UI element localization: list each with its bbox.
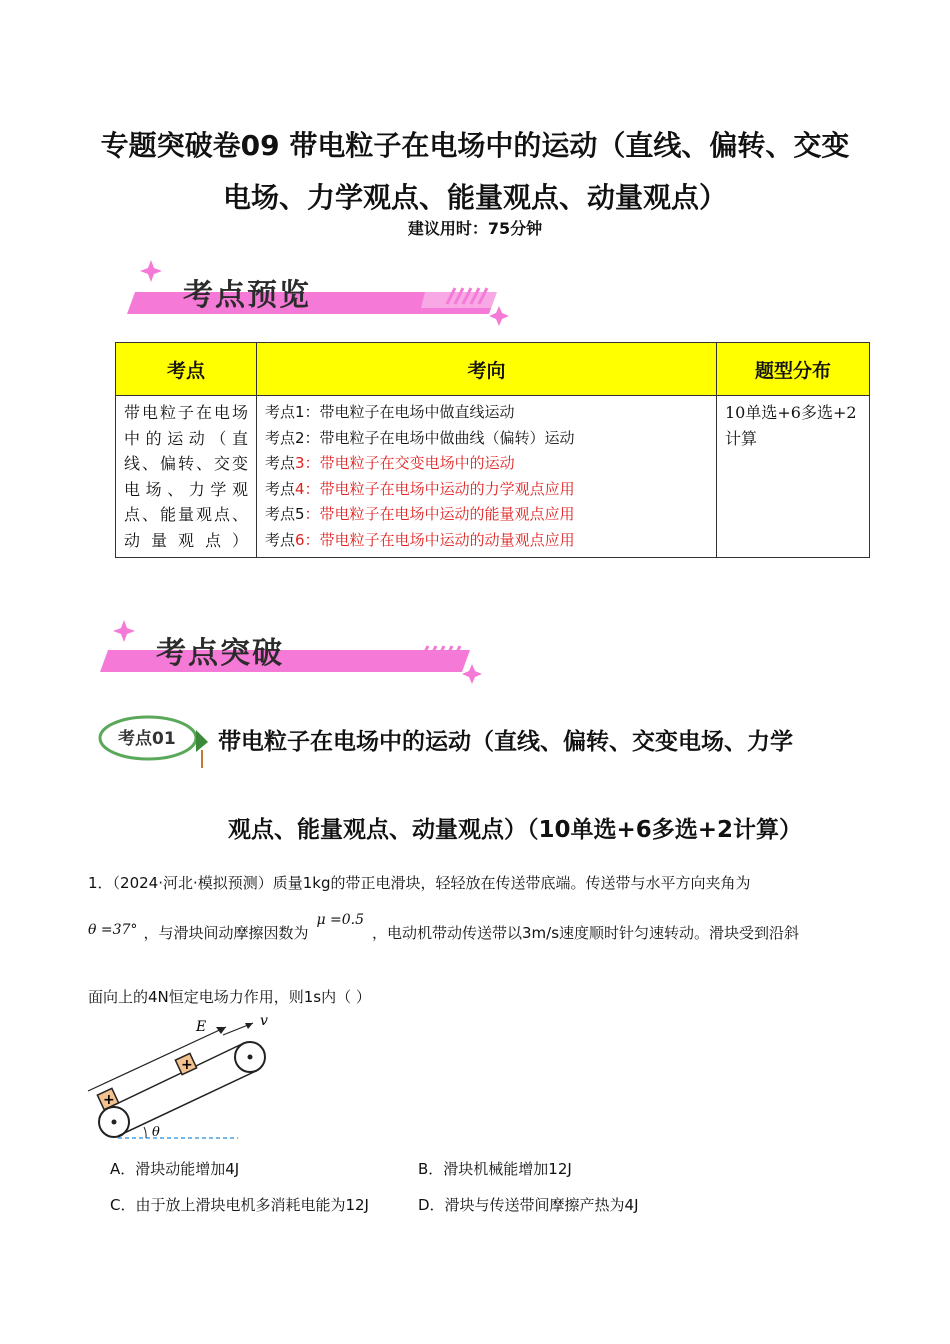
block-plus-lower: + (103, 1092, 115, 1108)
kp-title-line-2: 观点、能量观点、动量观点）（10单选+6多选+2计算） (227, 817, 803, 843)
field-label-e: E (196, 1019, 207, 1035)
direction-item: 考点2：带电粒子在电场中做曲线（偏转）运动 (265, 428, 575, 447)
overview-header-row (116, 343, 870, 396)
kp-badge-label: 考点01 (118, 729, 176, 749)
option-a[interactable]: A．滑块动能增加4J (110, 1160, 240, 1178)
title-line-2: 电场、力学观点、能量观点、动量观点） (222, 181, 727, 214)
direction-item: 考点3：带电粒子在交变电场中的运动 (265, 454, 515, 472)
block-plus-upper: + (181, 1057, 193, 1073)
question-line-1: 1．（2024·河北·模拟预测）质量1kg的带正电滑块，轻轻放在传送带底端。传送带与水平方向夹角为 (88, 874, 751, 892)
document-title (60, 120, 890, 224)
mu-value: μ =0.5 (316, 912, 364, 928)
header-distribution: 题型分布 (717, 343, 870, 396)
angle-label-theta: θ (152, 1125, 160, 1140)
question-line-3: 面向上的4N恒定电场力作用，则1s内（ ） (88, 988, 371, 1006)
kp-title (160, 720, 870, 852)
direction-item: 考点1：带电粒子在电场中做直线运动 (265, 403, 515, 421)
suggested-time: 建议用时：75分钟 (407, 219, 543, 238)
direction-item: 考点6：带电粒子在电场中运动的动量观点应用 (265, 530, 575, 549)
velocity-label-v: v (260, 1013, 268, 1029)
direction-item: 考点5：带电粒子在电场中运动的能量观点应用 (265, 505, 575, 523)
overview-table (115, 342, 870, 558)
theta-value: θ =37° (88, 922, 138, 938)
kp-title-line-1: 带电粒子在电场中的运动（直线、偏转、交变电场、力学 (218, 729, 793, 755)
header-topic: 考点 (116, 343, 257, 396)
banner-overview-label: 考点预览 (183, 278, 311, 313)
banner-breakthrough (98, 616, 488, 688)
question-line-2: θ =37° ，与滑块间动摩擦因数为μ =0.5，电动机带动传送带以3m/s速度顺时针匀速转动。滑块受到沿斜 (88, 912, 800, 942)
question-number: 1． (88, 874, 113, 892)
conveyor-figure (88, 1013, 268, 1145)
direction-item: 考点4：带电粒子在电场中运动的力学观点应用 (265, 479, 575, 498)
banner-overview (125, 258, 515, 330)
cell-topic: 带电粒子在电场中的运动（直线、偏转、交变电场、力学观点、能量观点、动量观点） (116, 396, 257, 558)
cell-distribution: 10单选+6多选+2计算 (717, 396, 870, 558)
option-b[interactable]: B．滑块机械能增加12J (418, 1160, 572, 1178)
banner-breakthrough-label: 考点突破 (156, 636, 284, 671)
option-c[interactable]: C．由于放上滑块电机多消耗电能为12J (110, 1196, 369, 1214)
title-line-1: 专题突破卷09 带电粒子在电场中的运动（直线、偏转、交变 (100, 129, 850, 162)
overview-row (116, 396, 870, 558)
option-d[interactable]: D．滑块与传送带间摩擦产热为4J (418, 1196, 639, 1214)
header-direction: 考向 (257, 343, 717, 396)
cell-directions (257, 396, 717, 558)
